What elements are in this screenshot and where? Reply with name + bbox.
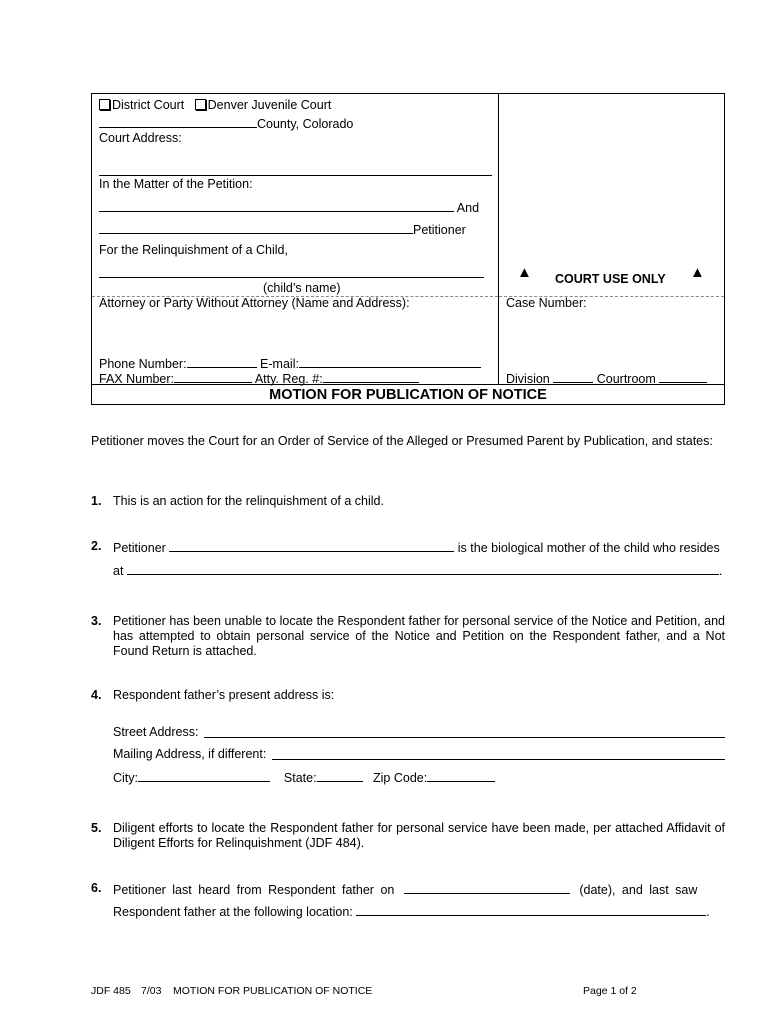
petitioner-and-row: [99, 199, 479, 216]
footer-page: Page 1 of 2: [583, 985, 637, 997]
item-6-number: 6.: [91, 881, 102, 895]
division-label: Division: [506, 372, 550, 386]
courtroom-field[interactable]: [659, 370, 707, 383]
street-address-label: Street Address:: [113, 725, 199, 739]
atty-reg-field[interactable]: [323, 370, 419, 383]
intro-paragraph: Petitioner moves the Court for an Order of Service of the Alleged or Presumed Parent by Publication, and states:: [91, 434, 713, 448]
court-address-field[interactable]: [99, 175, 492, 176]
county-row: [99, 115, 353, 132]
mailing-address-field[interactable]: [272, 759, 725, 760]
last-seen-location-field[interactable]: [356, 903, 706, 916]
up-arrow-right-icon: ▲: [690, 264, 705, 281]
juvenile-court-checkbox[interactable]: [195, 99, 206, 110]
fax-field[interactable]: [174, 370, 252, 383]
item-5-number: 5.: [91, 821, 102, 835]
relinquishment-label: For the Relinquishment of a Child,: [99, 243, 288, 257]
item-6-line-2: Respondent father at the following location: .: [113, 905, 710, 919]
footer-date: 7/03: [141, 985, 162, 997]
county-label: County, Colorado: [257, 117, 354, 131]
item-1-number: 1.: [91, 494, 102, 508]
court-type-row: [99, 98, 331, 113]
item-4-text: Respondent father’s present address is:: [113, 688, 335, 702]
petitioner-label: Petitioner: [413, 223, 466, 237]
item-2-line-2: at .: [113, 564, 723, 578]
residence-field[interactable]: [127, 562, 719, 575]
courtroom-label: Courtroom: [596, 372, 656, 386]
item-2-mother-text: is the biological mother of the child who resides: [457, 541, 720, 555]
item-3-text: Petitioner has been unable to locate the Respondent father for personal service of the Notice and Petition, and has attempted to obtain personal service of the Notice and Petition on the Respondent father, and a Not Found Return is attached.: [113, 614, 725, 658]
item-5-text: Diligent efforts to locate the Respondent father for personal service have been made, per attached Affidavit of Diligent Efforts for Relinquishment (JDF 484).: [113, 821, 725, 850]
state-label: State:: [283, 771, 317, 785]
court-address-label: Court Address:: [99, 131, 182, 145]
item-6-location-text: Respondent father at the following location:: [113, 905, 353, 919]
item-6-date-text: (date), and last saw: [579, 883, 698, 897]
state-field[interactable]: [317, 769, 363, 782]
district-court-label: District Court: [112, 98, 185, 112]
fax-reg-row: [99, 370, 419, 387]
caption-box-top: [91, 93, 725, 94]
footer-form-id: JDF 485: [91, 985, 131, 997]
item-6-line-1: [113, 881, 725, 898]
mailing-address-label: Mailing Address, if different:: [113, 747, 267, 761]
last-heard-date-field[interactable]: [404, 881, 570, 894]
item-1-text: This is an action for the relinquishment of a child.: [113, 494, 384, 508]
petitioner-name-field[interactable]: [99, 221, 413, 234]
division-field[interactable]: [553, 370, 593, 383]
item-4-number: 4.: [91, 688, 102, 702]
item-2-number: 2.: [91, 539, 102, 553]
atty-reg-label: Atty. Reg. #:: [254, 372, 323, 386]
district-court-checkbox[interactable]: [99, 99, 110, 110]
child-name-field[interactable]: [99, 277, 484, 278]
city-label: City:: [113, 771, 138, 785]
attorney-label: Attorney or Party Without Attorney (Name and Address):: [99, 296, 410, 310]
item-6-last-heard-text: Petitioner last heard from Respondent father on: [113, 883, 395, 897]
first-party-field[interactable]: [99, 199, 454, 212]
caption-box-left: [91, 93, 92, 405]
county-field[interactable]: [99, 115, 257, 128]
caption-box-bottom: [91, 404, 725, 405]
petitioner-name-field-2[interactable]: [169, 539, 454, 552]
up-arrow-left-icon: ▲: [517, 264, 532, 281]
item-2-petitioner-label: Petitioner: [113, 541, 166, 555]
street-address-field[interactable]: [204, 737, 725, 738]
document-title: MOTION FOR PUBLICATION OF NOTICE: [269, 387, 547, 403]
and-label: And: [456, 201, 480, 215]
zip-label: Zip Code:: [373, 771, 428, 785]
email-field[interactable]: [299, 355, 481, 368]
case-number-label: Case Number:: [506, 296, 587, 310]
city-field[interactable]: [138, 769, 270, 782]
matter-label: In the Matter of the Petition:: [99, 177, 253, 191]
division-courtroom-row: [506, 370, 707, 387]
court-use-only-label: COURT USE ONLY: [555, 272, 666, 286]
petitioner-row: [99, 221, 466, 238]
city-state-zip-row: [113, 769, 495, 786]
juvenile-court-label: Denver Juvenile Court: [207, 98, 332, 112]
fax-label: FAX Number:: [99, 372, 175, 386]
caption-box-right: [724, 93, 725, 405]
phone-field[interactable]: [187, 355, 257, 368]
item-3-number: 3.: [91, 614, 102, 628]
phone-label: Phone Number:: [99, 357, 187, 371]
zip-field[interactable]: [427, 769, 495, 782]
item-2-at-label: at: [113, 564, 124, 578]
childs-name-label: (child’s name): [263, 281, 341, 295]
email-label: E-mail:: [260, 357, 299, 371]
item-2-line-1: [113, 539, 720, 556]
footer-title: MOTION FOR PUBLICATION OF NOTICE: [173, 985, 373, 997]
caption-box-divider: [498, 93, 499, 384]
